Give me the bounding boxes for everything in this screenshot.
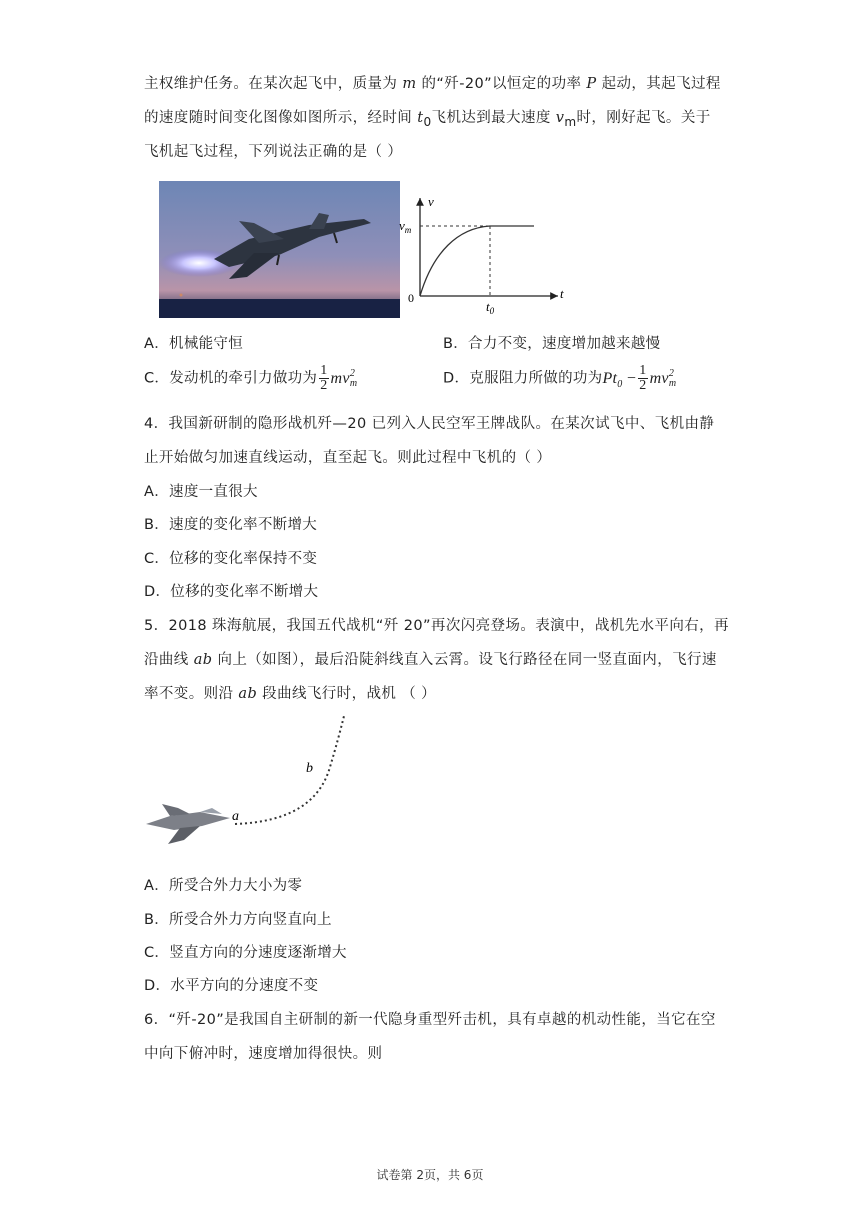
q4-line-1: 4．我国新研制的隐形战机歼—20 已列入人民空军王牌战队。在某次试飞中、飞机由静 xyxy=(144,416,715,432)
q6-line-2: 中向下俯冲时，速度增加得很快。则 xyxy=(144,1046,383,1062)
minus: − xyxy=(626,369,637,387)
num: 1 xyxy=(320,363,328,378)
sub: m xyxy=(349,377,358,389)
text: 飞机达到最大速度 xyxy=(431,110,556,126)
label-b: b xyxy=(306,761,313,776)
q4-option-a[interactable]: A．速度一直很大 xyxy=(144,484,258,500)
sub: m xyxy=(564,114,577,129)
q3-line-1 xyxy=(144,72,721,93)
origin-label: 0 xyxy=(408,291,414,305)
page-footer: 试卷第 2页，共 6页 xyxy=(376,1168,484,1182)
jet-takeoff-photo xyxy=(159,181,400,318)
formula-pt0 xyxy=(602,369,637,390)
num: 1 xyxy=(639,363,647,378)
mv: mv xyxy=(330,369,350,387)
q3-option-b[interactable]: B．合力不变，速度增加越来越慢 xyxy=(443,336,661,352)
q3-option-c[interactable] xyxy=(144,364,357,393)
sub: 0 xyxy=(423,114,432,129)
formula-mvm2 xyxy=(330,367,358,389)
q4-option-b[interactable]: B．速度的变化率不断增大 xyxy=(144,517,318,533)
den: 2 xyxy=(320,378,328,393)
formula-mvm2 xyxy=(649,367,677,389)
q4-line-2: 止开始做匀加速直线运动，直至起飞。则此过程中飞机的（ ） xyxy=(144,450,552,466)
velocity-curve xyxy=(420,226,534,296)
q4-option-c[interactable]: C．位移的变化率保持不变 xyxy=(144,551,318,567)
q3-option-d[interactable] xyxy=(443,364,676,393)
t0-label: $t_0$ xyxy=(486,299,495,314)
curve-ab xyxy=(235,716,344,824)
var-v: v xyxy=(555,110,565,126)
var-m: m xyxy=(402,76,417,92)
q5-option-a[interactable]: A．所受合外力大小为零 xyxy=(144,878,303,894)
sub: 0 xyxy=(617,378,623,390)
fighter-jet-icon xyxy=(146,804,230,844)
text: 起动，其起飞过程 xyxy=(596,76,721,92)
text: C．发动机的牵引力做功为 xyxy=(144,370,318,387)
text: 沿曲线 xyxy=(144,652,194,668)
text: 的“歼-20”以恒定的功率 xyxy=(416,76,587,92)
q5-option-d[interactable]: D．水平方向的分速度不变 xyxy=(144,978,319,994)
text: D．克服阻力所做的功为 xyxy=(443,370,603,387)
fraction-half xyxy=(319,364,328,393)
v-t-graph xyxy=(398,192,570,314)
text: 主权维护任务。在某次起飞中，质量为 xyxy=(144,76,403,92)
q5-line-3 xyxy=(144,682,436,703)
mv: mv xyxy=(649,369,669,387)
y-label: v xyxy=(428,194,434,209)
text: 段曲线飞行时，战机 （ ） xyxy=(257,686,437,702)
q3-line-2 xyxy=(144,106,711,129)
sup: 2 xyxy=(668,367,675,379)
den: 2 xyxy=(639,378,647,393)
var-ab: ab xyxy=(193,652,213,668)
sup: 2 xyxy=(349,367,356,379)
text: 率不变。则沿 xyxy=(144,686,239,702)
q5-option-b[interactable]: B．所受合外力方向竖直向上 xyxy=(144,912,332,928)
q3-option-a[interactable]: A．机械能守恒 xyxy=(144,336,244,352)
fraction-half xyxy=(638,364,647,393)
var-p: P xyxy=(586,76,597,92)
vm-label: $v_m$ xyxy=(399,218,412,235)
pt: Pt xyxy=(602,369,618,387)
q5-line-2 xyxy=(144,648,717,669)
q6-line-1: 6．“歼-20”是我国自主研制的新一代隐身重型歼击机，具有卓越的机动性能，当它在空 xyxy=(144,1012,716,1028)
text: 向上（如图），最后沿陡斜线直入云霄。设飞行路径在同一竖直面内，飞行速 xyxy=(212,652,717,668)
var-t: t xyxy=(417,110,424,126)
var-ab: ab xyxy=(238,686,258,702)
q4-option-d[interactable]: D．位移的变化率不断增大 xyxy=(144,584,319,600)
sub: m xyxy=(668,377,677,389)
q5-line-1: 5．2018 珠海航展，我国五代战机“歼 20”再次闪亮登场。表演中，战机先水平向右，再 xyxy=(144,618,729,634)
q3-line-3: 飞机起飞过程，下列说法正确的是（ ） xyxy=(144,144,403,160)
label-a: a xyxy=(232,809,239,824)
flight-path-figure xyxy=(140,712,360,862)
text: 时，刚好起飞。关于 xyxy=(576,110,711,126)
text: 的速度随时间变化图像如图所示，经时间 xyxy=(144,110,418,126)
q5-option-c[interactable]: C．竖直方向的分速度逐渐增大 xyxy=(144,945,347,961)
x-label: t xyxy=(560,286,564,301)
